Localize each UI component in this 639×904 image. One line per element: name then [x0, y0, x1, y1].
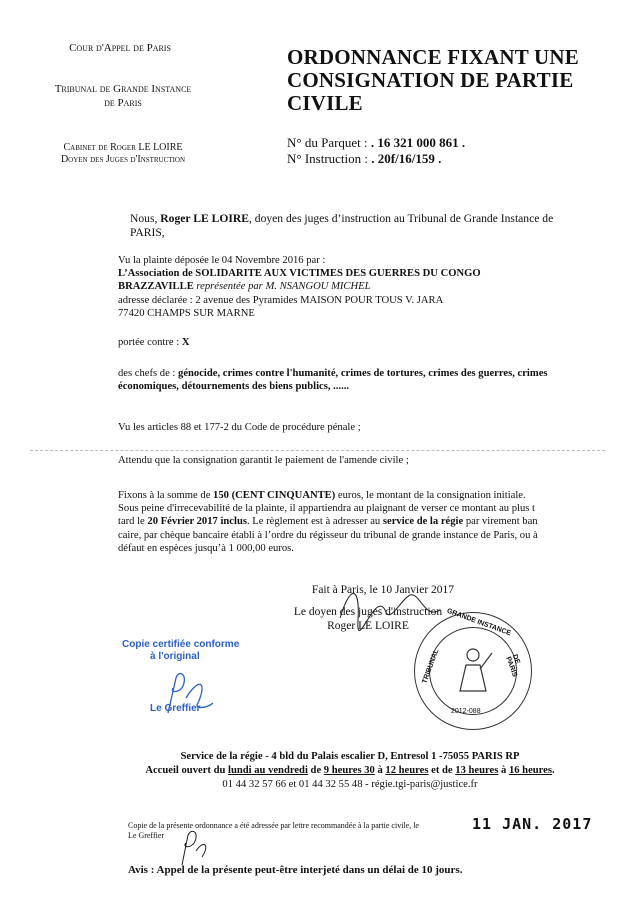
fixons-l3-post: par virement ban	[463, 516, 538, 528]
tribunal-line2: de Paris	[104, 97, 142, 109]
cabinet-line1: Cabinet de Roger LE LOIRE	[63, 142, 183, 153]
seal-right-text: DE PARIS	[504, 653, 521, 678]
plainte-block	[118, 254, 608, 320]
stamp-line1: Copie certifiée conforme	[122, 639, 240, 650]
deadline-date: 20 Février 2017 inclus	[147, 516, 247, 528]
judge-name: Roger LE LOIRE	[160, 212, 249, 225]
chefs-list1: génocide, crimes contre l'humanité, crimes de tortures, crimes des guerres, crimes	[178, 368, 548, 379]
hours-days: lundi au vendredi	[228, 765, 308, 776]
title-line2: CONSIGNATION DE PARTIE	[287, 68, 574, 92]
parquet-number: . 16 321 000 861 .	[370, 135, 466, 150]
certified-copy-stamp	[122, 639, 282, 714]
hours-pre: Accueil ouvert du	[145, 765, 229, 776]
intro-paragraph	[130, 212, 600, 240]
chefs-block	[118, 367, 608, 393]
hours-t2: 12 heures	[385, 765, 429, 776]
fixons-l3-mid: . Le règlement est à adresser au	[246, 516, 383, 528]
seal-code: 2012-088	[451, 708, 481, 715]
court-name: Cour d'Appel de Paris	[69, 42, 171, 54]
intro-pre: Nous,	[130, 212, 161, 225]
marianne-figure-icon	[448, 643, 498, 693]
fixons-pre: Fixons à la somme de	[118, 490, 214, 501]
fixons-line4: caire, par chèque bancaire établi à l’ordre du régisseur du tribunal de grande instance de Paris, ou à	[118, 529, 538, 541]
cabinet-line2: Doyen des Juges d'Instruction	[60, 154, 186, 165]
hours-mid2: à	[374, 765, 386, 776]
cabinet-block	[18, 142, 228, 166]
greffier-signature	[158, 668, 218, 718]
seal-left-text: TRIBUNAL	[421, 648, 441, 685]
association-city: BRAZZAVILLE	[118, 281, 194, 293]
hours-mid3: et de	[428, 765, 456, 776]
tribunal-line1: Tribunal de Grande Instance	[54, 83, 192, 95]
fixons-post: euros, le montant de la consignation initiale.	[335, 490, 526, 501]
fixons-line1	[118, 489, 618, 502]
intro-post: , doyen des juges d’instruction au Tribunal de Grande Instance de	[248, 212, 554, 225]
copy-date-stamp: 11 JAN. 2017	[472, 815, 593, 833]
judge-signature-name: Roger LE LOIRE	[327, 620, 409, 632]
seal-top-text: GRANDE INSTANCE	[445, 607, 512, 638]
fixons-line2: Sous peine d'irrecevabilité de la plainte, il appartiendra au plaignant de verser ce montant au plus t	[118, 503, 535, 515]
chefs-line2: économiques, détournements des biens publics, ......	[118, 381, 350, 393]
articles-line: Vu les articles 88 et 177-2 du Code de procédure pénale ;	[118, 422, 361, 433]
hours-t3: 13 heures	[455, 765, 499, 776]
attendu-line: Attendu que la consignation garantit le paiement de l'amende civile ;	[118, 455, 409, 466]
document-title	[287, 46, 617, 115]
instruction-label: N° Instruction :	[287, 151, 369, 166]
stamp-line2: à l'original	[150, 651, 200, 662]
address-line2: 77420 CHAMPS SUR MARNE	[118, 307, 255, 319]
representative: représentée par M. NSANGOU MICHEL	[193, 281, 371, 293]
tribunal-name	[18, 82, 228, 110]
chefs-line1	[118, 367, 608, 380]
tribunal-seal	[414, 607, 532, 730]
references	[287, 135, 617, 167]
intro-line1	[130, 212, 600, 226]
regie-block	[100, 750, 600, 792]
regie-contact: 01 44 32 57 66 et 01 44 32 55 48 - régie.tgi-paris@justice.fr	[222, 779, 478, 790]
instruction-number: . 20f/16/159 .	[371, 151, 442, 166]
hours-end: .	[552, 765, 555, 776]
address-line1: adresse déclarée : 2 avenue des Pyramides MAISON POUR TOUS V. JARA	[118, 294, 444, 306]
fait-line: Fait à Paris, le 10 Janvier 2017	[311, 584, 455, 596]
plainte-line: Vu la plainte déposée le 04 Novembre 2016 par :	[118, 255, 326, 266]
chefs-label: des chefs de :	[118, 368, 179, 379]
copy-greffier: Le Greffier	[128, 831, 165, 840]
association-line2	[118, 280, 608, 293]
hours-mid1: de	[307, 765, 324, 776]
fixons-line5: défaut en espèces jusqu’à 1 000,00 euros.	[118, 542, 294, 554]
service-regie: service de la régie	[382, 516, 464, 528]
hours-t4: 16 heures	[508, 765, 553, 776]
hours-mid4: à	[498, 765, 509, 776]
regie-hours	[100, 764, 600, 778]
contre-line	[118, 336, 190, 349]
divider	[30, 450, 605, 451]
contre-value: X	[181, 337, 190, 348]
copy-sent-text: Copie de la présente ordonnance a été adressée par lettre recommandée à la partie civile, le	[128, 821, 419, 830]
contre-label: portée contre :	[118, 337, 180, 348]
instruction-ref	[287, 151, 617, 167]
regie-address: Service de la régie - 4 bld du Palais escalier D, Entresol 1 -75055 PARIS RP	[180, 751, 520, 762]
hours-t1: 9 heures 30	[323, 765, 375, 776]
fixons-l3-pre: tard le	[118, 516, 148, 528]
fixons-amount: 150 (CENT CINQUANTE)	[213, 490, 336, 501]
avis-line: Avis : Appel de la présente peut-être interjeté dans un délai de 10 jours.	[128, 864, 463, 876]
intro-line2: PARIS,	[130, 226, 165, 239]
title-line3: CIVILE	[287, 91, 363, 115]
parquet-label: N° du Parquet :	[287, 135, 368, 150]
association-line1: L’Association de SOLIDARITE AUX VICTIMES DES GUERRES DU CONGO	[118, 268, 481, 280]
title-line1: ORDONNANCE FIXANT UNE	[287, 45, 579, 69]
doyen-line: Le doyen des juges d'instruction	[293, 606, 443, 618]
fixons-block	[118, 489, 618, 555]
parquet-ref	[287, 135, 617, 151]
stamp-greffier: Le Greffier	[150, 703, 201, 714]
copy-greffier-signature	[174, 829, 214, 869]
fixons-line3	[118, 515, 618, 528]
